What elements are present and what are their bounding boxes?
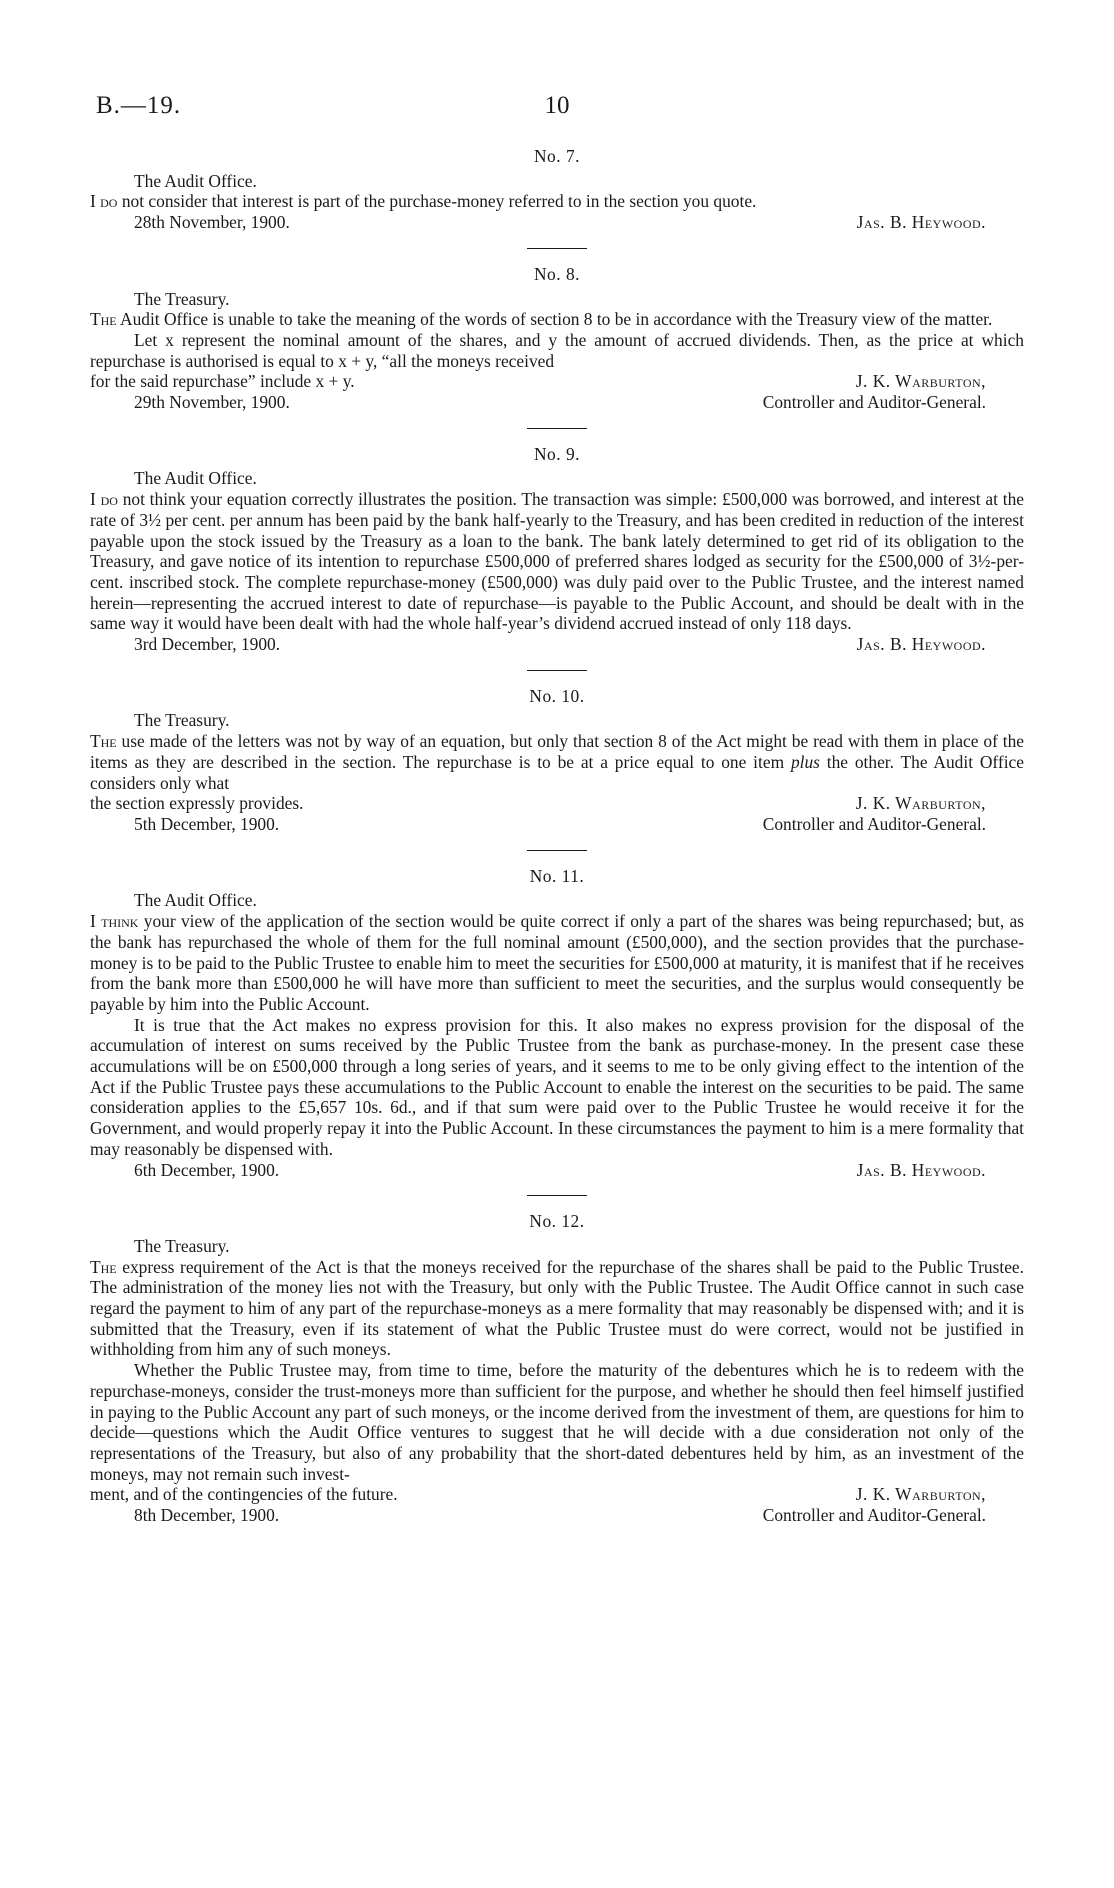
signature-name: Jas. B. Heywood. bbox=[856, 1159, 986, 1180]
letter-no-10 bbox=[90, 686, 1024, 835]
signature-title: Controller and Auditor-General. bbox=[762, 392, 986, 413]
letter-addressee: The Audit Office. bbox=[134, 170, 257, 191]
letter-no-9 bbox=[90, 444, 1024, 655]
paragraph-text: your view of the application of the section would be quite correct if only a part of the shares was being repurchased; but, as the bank has repurchased the whole of them for the full nominal amount (£500,000), and the section provides that the purchase-money is to be paid to the Public Trustee to enable him to meet the securities for £500,000 at maturity, it is manifest that if he receives from the bank more than £500,000 he will have more than sufficient to meet the securities, and the surplus would consequently be payable by him into the Public Account. bbox=[90, 911, 1024, 1014]
letter-number: No. 9. bbox=[534, 443, 580, 464]
letter-paragraph: Let x represent the nominal amount of the shares, and y the amount of accrued dividends. Then, as the price at which repurchase is authorised is equal to x + y, “all the moneys received bbox=[90, 329, 1024, 371]
letter-no-11 bbox=[90, 866, 1024, 1181]
paragraph-lead: I do bbox=[90, 191, 118, 212]
letter-addressee: The Treasury. bbox=[134, 1235, 230, 1256]
letter-paragraph: Whether the Public Trustee may, from time to time, before the maturity of the debentures which he is to redeem with the repurchase-moneys, consider the trust-moneys more than sufficient for the purpose, and whether he should then feel himself justified in paying to the Public Account any part of such moneys, or the income derived from the investment of them, are questions for him to decide—questions which the Audit Office ventures to suggest that he will decide with a due consideration not only of the representations of the Treasury, but also of any probability that the short-dated debentures held by him, as an investment of the moneys, may not remain such invest- bbox=[90, 1360, 1024, 1484]
section-divider bbox=[527, 248, 587, 249]
paragraph-lead: The bbox=[90, 731, 117, 752]
letter-date: 28th November, 1900. bbox=[134, 212, 290, 233]
paragraph-tail: the section expressly provides. bbox=[90, 793, 304, 814]
section-divider bbox=[527, 1195, 587, 1196]
signature-name: J. K. Warburton, bbox=[855, 371, 986, 392]
paragraph-text: use made of the letters was not by way of an equation, but only that section 8 of the Act might be read with them in place of the items as they are described in the section. The repurchase is to be at a price equal to one item bbox=[90, 731, 1024, 772]
page-number: 10 bbox=[544, 92, 570, 119]
letter-no-8 bbox=[90, 264, 1024, 413]
letter-addressee: The Treasury. bbox=[134, 288, 230, 309]
letters-content bbox=[90, 146, 1024, 1526]
letter-date: 6th December, 1900. bbox=[134, 1159, 280, 1180]
letter-number: No. 10. bbox=[529, 685, 585, 706]
signature-line bbox=[90, 371, 1024, 392]
letter-date: 5th December, 1900. bbox=[134, 813, 280, 834]
letter-paragraph bbox=[90, 489, 1024, 634]
paragraph-text: not consider that interest is part of the purchase-money referred to in the section you quote. bbox=[121, 191, 757, 212]
date-signature-line bbox=[90, 212, 1024, 233]
date-signature-line bbox=[90, 1160, 1024, 1181]
letter-number: No. 11. bbox=[529, 865, 585, 886]
paragraph-lead: The bbox=[90, 1256, 117, 1277]
section-divider bbox=[527, 850, 587, 851]
signature-name: Jas. B. Heywood. bbox=[856, 212, 986, 233]
letter-paragraph bbox=[90, 731, 1024, 793]
paragraph-lead: I think bbox=[90, 911, 139, 932]
paragraph-text-after: the other. The Audit Office considers only what bbox=[90, 751, 1024, 793]
letter-addressee: The Audit Office. bbox=[134, 890, 257, 911]
signature-name: J. K. Warburton, bbox=[855, 1484, 986, 1505]
date-title-line bbox=[90, 392, 1024, 413]
letter-date: 29th November, 1900. bbox=[134, 392, 290, 413]
date-signature-line bbox=[90, 634, 1024, 655]
letter-paragraph bbox=[90, 1257, 1024, 1361]
section-divider bbox=[527, 670, 587, 671]
page-header bbox=[90, 92, 1024, 132]
letter-paragraph bbox=[90, 911, 1024, 1015]
date-title-line bbox=[90, 814, 1024, 835]
letter-number: No. 7. bbox=[534, 146, 580, 166]
signature-name: Jas. B. Heywood. bbox=[856, 634, 986, 655]
paragraph-italic: plus bbox=[790, 751, 820, 772]
letter-number: No. 12. bbox=[529, 1211, 585, 1232]
signature-name: J. K. Warburton, bbox=[855, 793, 986, 814]
paragraph-tail: ment, and of the contingencies of the future. bbox=[90, 1484, 398, 1505]
paragraph-tail: for the said repurchase” include x + y. bbox=[90, 371, 355, 392]
section-divider bbox=[527, 428, 587, 429]
letter-no-7 bbox=[90, 146, 1024, 233]
date-title-line bbox=[90, 1505, 1024, 1526]
letter-date: 3rd December, 1900. bbox=[134, 634, 281, 655]
signature-line bbox=[90, 1484, 1024, 1505]
letter-date: 8th December, 1900. bbox=[134, 1505, 280, 1526]
letter-paragraph: It is true that the Act makes no express provision for this. It also makes no express provision for the disposal of the accumulation of interest on sums received by the Public Trustee from the bank as purchase-money. In the present case these accumulations will be on £500,000 through a long series of years, and it seems to me to be only giving effect to the intention of the Act if the Public Trustee pays these accumulations to the Public Account to enable the interest on the securities to be paid. The same consideration applies to the £5,657 10s. 6d., and if that sum were paid over to the Public Trustee he would receive it for the Government, and would properly repay it into the Public Account. In these circumstances the payment to him is a mere formality that may reasonably be dispensed with. bbox=[90, 1014, 1024, 1159]
paragraph-text: express requirement of the Act is that the moneys received for the repurchase of the shares shall be paid to the Public Trustee. The administration of the money lies not with the Treasury, but only with the Public Trustee. The Audit Office cannot in such case regard the payment to him of any part of the repurchase-moneys as a mere formality that may reasonably be dispensed with; and it is submitted that the Treasury, even if its statement of what the Public Trustee must do were correct, would not be justified in withholding from him any of such moneys. bbox=[90, 1256, 1025, 1360]
signature-title: Controller and Auditor-General. bbox=[762, 813, 986, 834]
letter-paragraph bbox=[90, 309, 1024, 330]
letter-paragraph bbox=[90, 191, 1024, 212]
letter-addressee: The Treasury. bbox=[134, 710, 230, 731]
signature-line bbox=[90, 793, 1024, 814]
letter-addressee: The Audit Office. bbox=[134, 468, 257, 489]
paragraph-text: Audit Office is unable to take the meaning of the words of section 8 to be in accordance with the Treasury view of the matter. bbox=[120, 309, 993, 330]
document-reference: B.—19. bbox=[96, 92, 182, 119]
letter-no-12 bbox=[90, 1211, 1024, 1526]
paragraph-lead: The bbox=[90, 309, 117, 330]
paragraph-lead: I do bbox=[90, 489, 118, 510]
signature-title: Controller and Auditor-General. bbox=[762, 1505, 986, 1526]
letter-number: No. 8. bbox=[534, 263, 580, 284]
paragraph-text: not think your equation correctly illustrates the position. The transaction was simple: £500,000 was borrowed, and interest at the rate of 3½ per cent. per annum has been paid by the bank half-yearly to the Treasury, and has been credited in reduction of the interest payable upon the stock issued by the Treasury as a loan to the bank. The bank lately determined to get rid of its obligation to the Treasury, and gave notice of its intention to repurchase £500,000 of preferred shares lodged as security for the £500,000 of 3½-per-cent. inscribed stock. The complete repurchase-money (£500,000) was duly paid over to the Public Trustee, and the interest named herein—representing the accrued interest to date of repurchase—is payable to the Public Account, and should be dealt with in the same way it would have been dealt with had the whole half-year’s dividend accrued instead of only 118 days. bbox=[90, 489, 1024, 634]
